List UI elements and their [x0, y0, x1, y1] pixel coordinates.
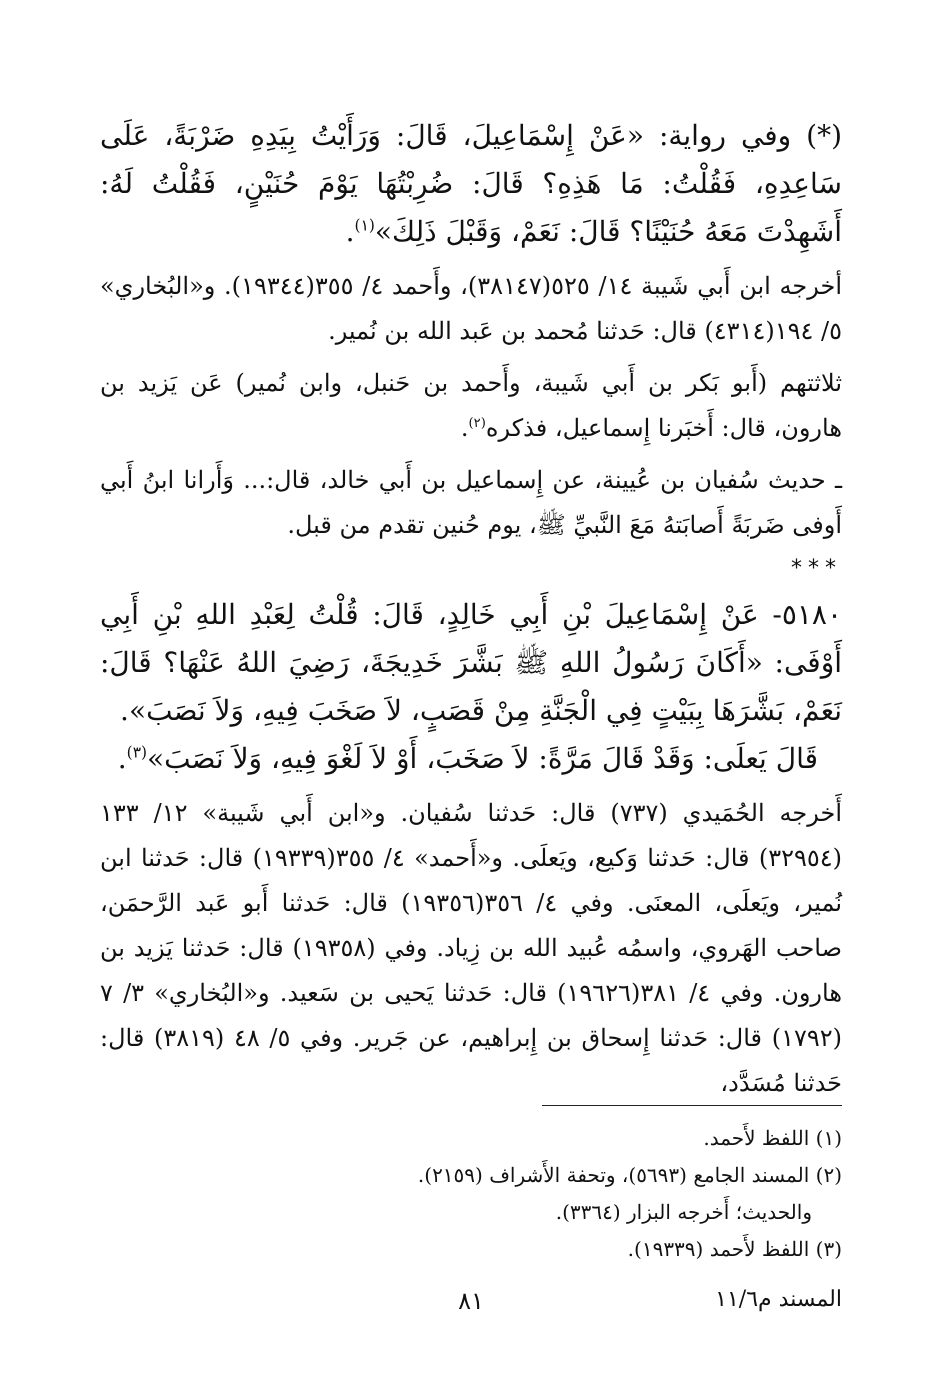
takhrij-paragraph-1: أخرجه ابن أَبي شَيبة ١٤/ ٥٢٥(٣٨١٤٧)، وأَحمد ٤/ ٣٥٥(١٩٣٤٤). و«البُخاري» ٥/ ١٩٤(٤٣١٤) قال: حَدثنا مُحمد بن عَبد الله بن نُمير. [100, 272, 842, 345]
chain-text: ثلاثتهم (أَبو بَكر بن أَبي شَيبة، وأَحمد بن حَنبل، وابن نُمير) عَن يَزيد بن هارون، قال: أَخبَرنا إِسماعيل، فذكره [100, 369, 843, 442]
footnote-marker-2[interactable]: (٢) [468, 415, 486, 431]
chain-paragraph: ثلاثتهم (أَبو بَكر بن أَبي شَيبة، وأَحمد بن حَنبل، وابن نُمير) عَن يَزيد بن هارون، قال: أَخبَرنا إِسماعيل، فذكره$^{(٢)}$. [100, 369, 843, 442]
footnote-2: (٢) المسند الجامع (٥٦٩٣)، وتحفة الأَشراف (٢١٥٩). [417, 1163, 842, 1187]
footnote-divider [542, 1105, 842, 1106]
page-footer [100, 1287, 842, 1327]
narration-paragraph: (*) وفي رواية: «عَنْ إِسْمَاعِيلَ، قَالَ: وَرَأَيْتُ بِيَدِهِ ضَرْبَةً، عَلَى سَاعِدِهِ، فَقُلْتُ: مَا هَذِهِ؟ قَالَ: ضُرِبْتُهَا يَوْمَ حُنَيْنٍ، فَقُلْتُ لَهُ: أَشَهِدْتَ مَعَهُ حُنَيْنًا؟ قَالَ: نَعَمْ، وَقَبْلَ ذَلِكَ»$^{(١)}$. [100, 119, 843, 248]
signature-mark: المسند م١١/٦ [715, 1287, 842, 1312]
footnote-marker-1[interactable]: (١) [354, 216, 375, 235]
hadith-5180-paragraph: ٥١٨٠- عَنْ إِسْمَاعِيلَ بْنِ أَبِي خَالِدٍ، قَالَ: قُلْتُ لِعَبْدِ اللهِ بْنِ أَبِي أَوْفَى: «أَكَانَ رَسُولُ اللهِ ﷺ بَشَّرَ خَدِيجَةَ، رَضِيَ اللهُ عَنْهَا؟ قَالَ: نَعَمْ، بَشَّرَهَا بِبَيْتٍ فِي الْجَنَّةِ مِنْ قَصَبٍ، لاَ صَخَبَ فِيهِ، وَلاَ نَصَبَ». [100, 598, 842, 727]
hadith-5180-addendum: قَالَ يَعلَى: وَقَدْ قَالَ مَرَّةً: لاَ صَخَبَ، أَوْ لاَ لَغْوَ فِيهِ، وَلاَ نَصَبَ»$^{(٣)}$. [117, 742, 818, 775]
main-text [100, 112, 842, 1106]
cross-reference-paragraph: ـ حديث سُفيان بن عُيينة، عن إِسماعيل بن أَبي خالد، قال:... وَأَرانا ابنُ أَبي أَوفى ضَربَةً أَصابَتهُ مَعَ النَّبيِّ ﷺ، يوم حُنين تقدم من قبل. [100, 466, 842, 539]
footnote-3: (٣) اللفظ لأَحمد (١٩٣٣٩). [627, 1237, 842, 1261]
section-separator: *** [791, 556, 842, 581]
footnote-2-continuation: والحديث؛ أَخرجه البزار (٣٣٦٤). [555, 1200, 812, 1224]
page-number: ٨١ [458, 1287, 484, 1315]
footnotes [100, 1120, 842, 1268]
addendum-text: قَالَ يَعلَى: وَقَدْ قَالَ مَرَّةً: لاَ صَخَبَ، أَوْ لاَ لَغْوَ فِيهِ، وَلاَ نَصَبَ» [146, 742, 818, 775]
takhrij-paragraph-2: أَخرجه الحُمَيدي (٧٣٧) قال: حَدثنا سُفيان. و«ابن أَبي شَيبة» ١٢/ ١٣٣ (٣٢٩٥٤) قال: حَدثنا وَكيع، ويَعلَى. و«أَحمد» ٤/ ٣٥٥(١٩٣٣٩) قال: حَدثنا ابن نُمير، ويَعلَى، المعنَى. وفي ٤/ ٣٥٦(١٩٣٥٦) قال: حَدثنا أَبو عَبد الرَّحمَن، صاحب الهَروي، واسمُه عُبيد الله بن زِياد. وفي (١٩٣٥٨) قال: حَدثنا يَزيد بن هارون. وفي ٤/ ٣٨١(١٩٦٢٦) قال: حَدثنا يَحيى بن سَعيد. و«البُخاري» ٣/ ٧ (١٧٩٢) قال: حَدثنا إِسحاق بن إِبراهيم، عن جَرير. وفي ٥/ ٤٨ (٣٨١٩) قال: حَدثنا مُسَدَّد، [100, 799, 843, 1097]
narration-text: (*) وفي رواية: «عَنْ إِسْمَاعِيلَ، قَالَ: وَرَأَيْتُ بِيَدِهِ ضَرْبَةً، عَلَى سَاعِدِهِ، فَقُلْتُ: مَا هَذِهِ؟ قَالَ: ضُرِبْتُهَا يَوْمَ حُنَيْنٍ، فَقُلْتُ لَهُ: أَشَهِدْتَ مَعَهُ حُنَيْنًا؟ قَالَ: نَعَمْ، وَقَبْلَ ذَلِكَ» [100, 119, 843, 248]
footnote-marker-3[interactable]: (٣) [126, 743, 147, 762]
footnote-1: (١) اللفظ لأَحمد. [703, 1126, 842, 1150]
